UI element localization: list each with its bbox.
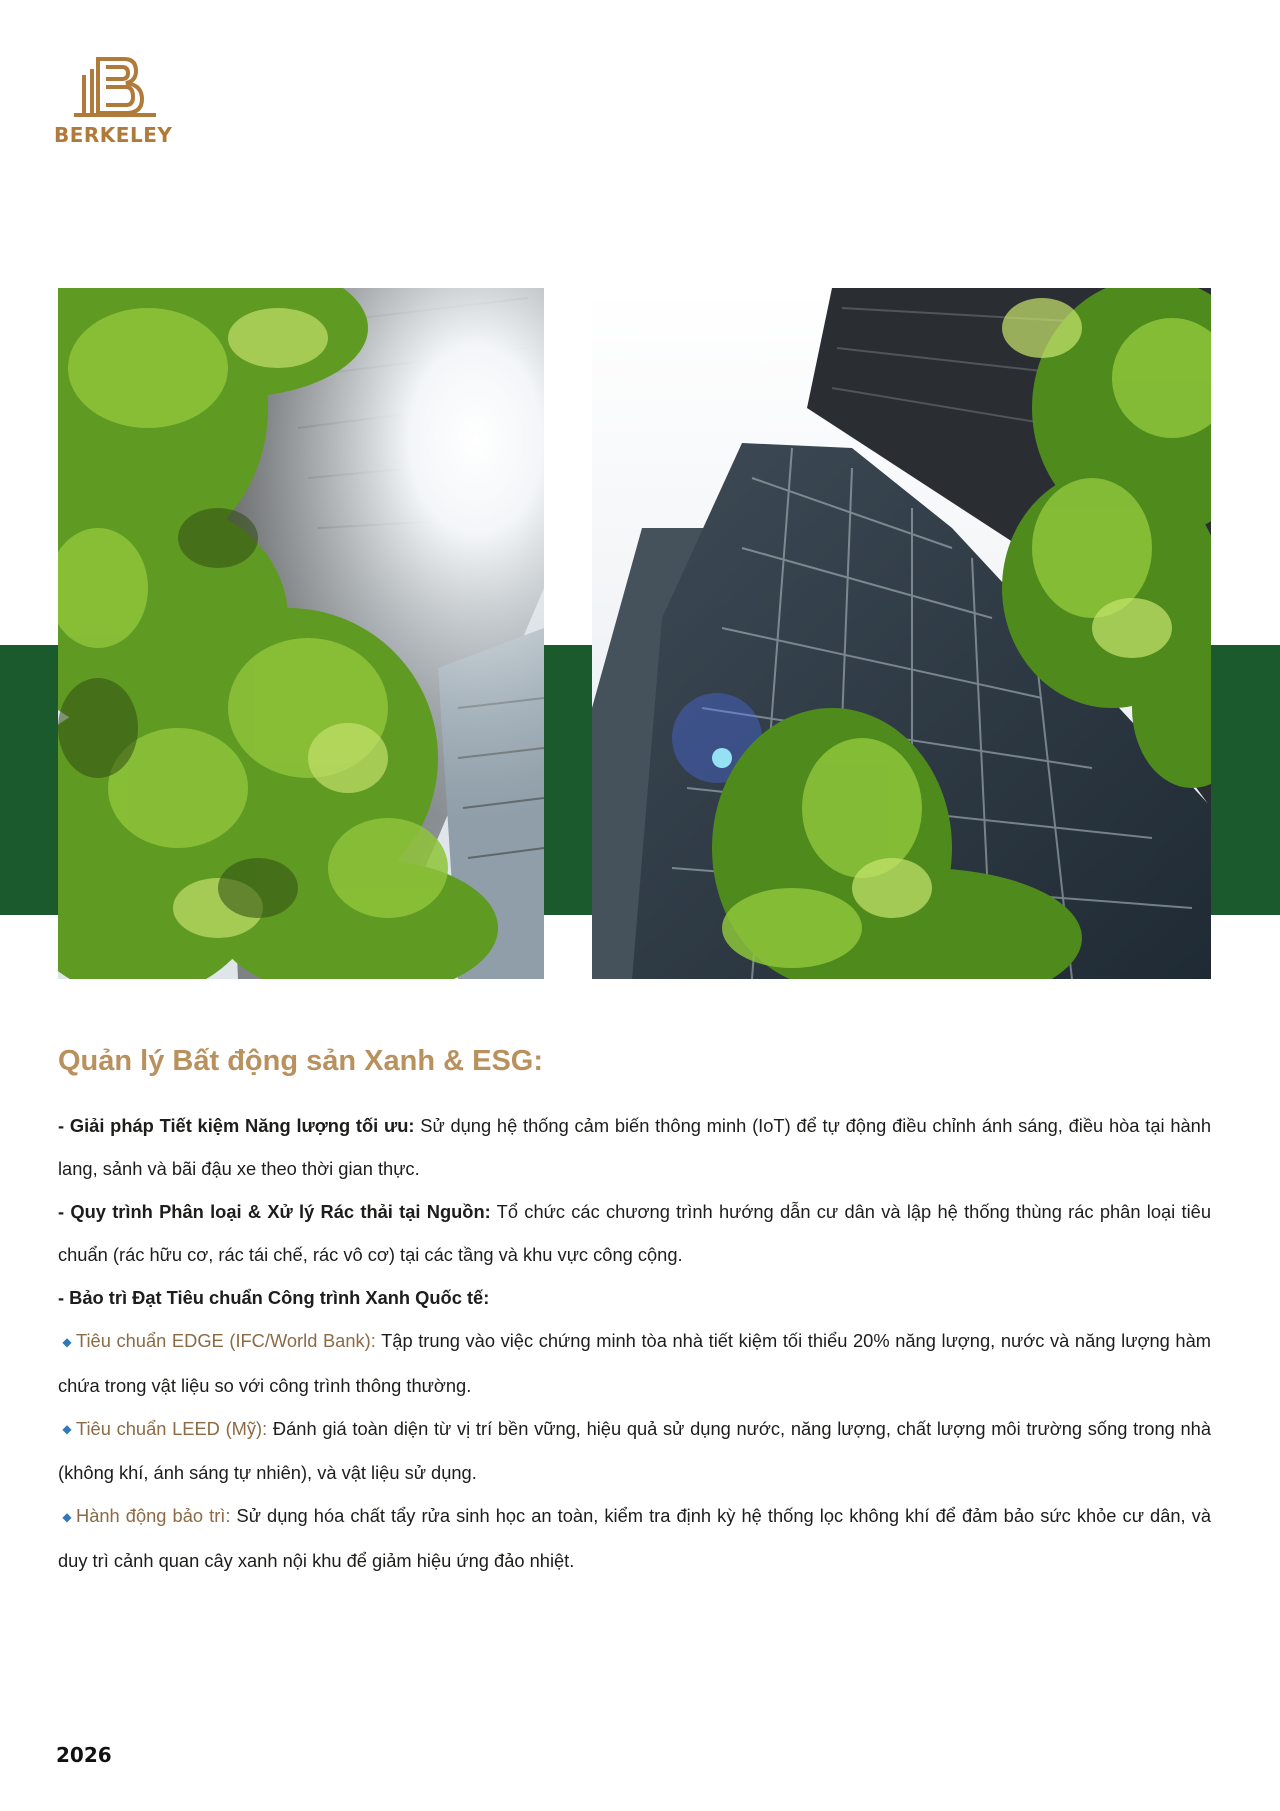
esg-section: [58, 1045, 1211, 1582]
item-lead: - Giải pháp Tiết kiệm Năng lượng tối ưu:: [58, 1115, 415, 1136]
maintenance-subitem: [58, 1494, 1211, 1582]
energy-item: [58, 1104, 1211, 1190]
photo-right: [592, 288, 1211, 979]
item-lead: - Bảo trì Đạt Tiêu chuẩn Công trình Xanh Quốc tế:: [58, 1287, 490, 1308]
section-title: Quản lý Bất động sản Xanh & ESG:: [58, 1045, 543, 1077]
brand-name: BERKELEY: [54, 123, 173, 147]
item-lead: - Quy trình Phân loại & Xử lý Rác thải tại Nguồn:: [58, 1201, 491, 1222]
photo-left: [58, 288, 544, 979]
subitem-label: Tiêu chuẩn EDGE (IFC/World Bank):: [76, 1330, 376, 1351]
diamond-bullet-icon: ◆: [62, 1334, 72, 1349]
item-text: Tổ chức các chương trình hướng dẫn cư dân và lập hệ thống thùng rác phân loại tiêu chuẩn (rác hữu cơ, rác tái chế, rác vô cơ) tại các tầng và khu vực công cộng.: [58, 1201, 1211, 1265]
waste-item: [58, 1190, 1211, 1276]
green-standard-item: [58, 1276, 1211, 1319]
diamond-bullet-icon: ◆: [62, 1510, 72, 1525]
subitem-label: Tiêu chuẩn LEED (Mỹ):: [76, 1417, 268, 1439]
item-text: Sử dụng hệ thống cảm biến thông minh (IoT) để tự động điều chỉnh ánh sáng, điều hòa tại hành lang, sảnh và bãi đậu xe theo thời gian thực.: [58, 1115, 1211, 1179]
leed-subitem: [58, 1407, 1211, 1495]
diamond-bullet-icon: ◆: [62, 1422, 72, 1437]
footer-year: 2026: [56, 1743, 112, 1767]
brand-logo: [54, 55, 178, 147]
subitem-label: Hành động bảo trì:: [76, 1505, 231, 1527]
subitem-text: Đánh giá toàn diện từ vị trí bền vững, hiệu quả sử dụng nước, năng lượng, chất lượng môi trường sống trong nhà (không khí, ánh sáng tự nhiên), và vật liệu sử dụng.: [58, 1417, 1212, 1484]
subitem-text: Tập trung vào việc chứng minh tòa nhà tiết kiệm tối thiểu 20% năng lượng, nước và năng lượng hàm chứa trong vật liệu so với công trình thông thường.: [58, 1330, 1211, 1396]
photo-trees-skyscrapers-sun-icon: [58, 288, 544, 979]
edge-subitem: [58, 1319, 1211, 1407]
subitem-text: Sử dụng hóa chất tẩy rửa sinh học an toàn, kiểm tra định kỳ hệ thống lọc không khí để đảm bảo sức khỏe cư dân, và duy trì cảnh quan cây xanh nội khu để giảm hiệu ứng đảo nhiệt.: [58, 1505, 1211, 1572]
photo-glass-towers-trees-icon: [592, 288, 1211, 979]
berkeley-logo-icon: [72, 55, 158, 121]
